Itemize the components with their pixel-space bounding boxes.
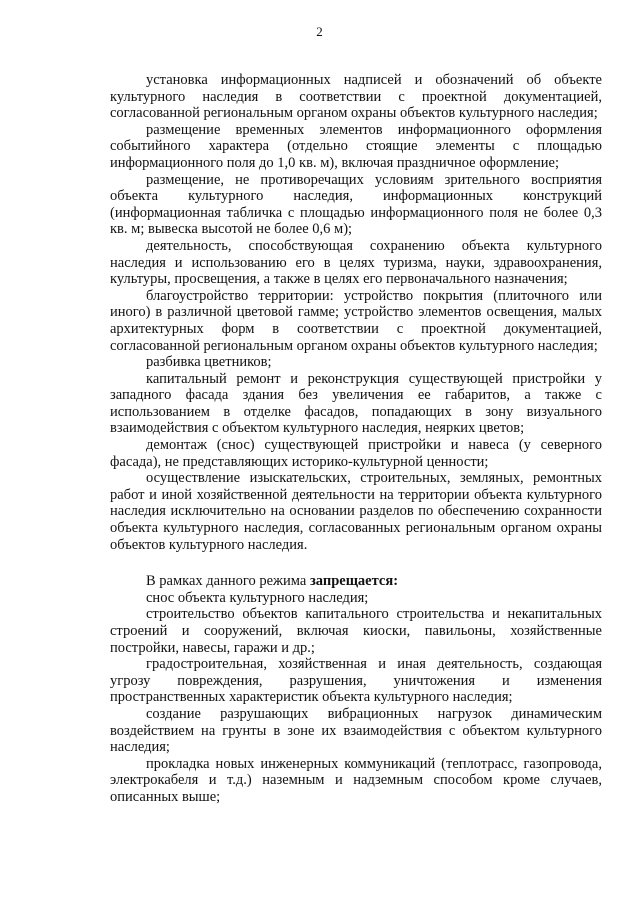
permitted-item: деятельность, способствующая сохранению объекта культурного наследия и использованию его в целях туризма, науки, здравоохранения, культуры, просвещения, а также в целях его первоначального назначения;	[110, 237, 602, 288]
permitted-item: размещение, не противоречащих условиям зрительного восприятия объекта культурного наследия, информационных конструкций (информационная табличка с площадью информационного поля не более 0,3 кв. м; вывеска высотой не более 0,6 м);	[110, 171, 602, 238]
page-number: 2	[316, 24, 323, 39]
section-spacer	[110, 553, 602, 573]
permitted-item: благоустройство территории: устройство покрытия (плиточного или иного) в различной цветовой гамме; устройство элементов освещения, малых архитектурных форм в соответствии с проектной документацией, согласованной региональным органом охраны объектов культурного наследия;	[110, 287, 602, 354]
permitted-item: установка информационных надписей и обозначений об объекте культурного наследия в соответствии с проектной документацией, согласованной региональным органом охраны объектов культурного наследия;	[110, 72, 602, 122]
prohibited-heading-lead: В рамках данного режима	[146, 573, 310, 590]
permitted-item: осуществление изыскательских, строительных, земляных, ремонтных работ и иной хозяйственной деятельности на территории объекта культурного наследия исключительно на основании разделов по обеспечению сохранности объекта культурного наследия, согласованных региональным органом охраны объектов культурного наследия.	[110, 470, 602, 553]
permitted-item: размещение временных элементов информационного оформления событийного характера (отдельно стоящие элементы с площадью информационного поля до 1,0 кв. м), включая праздничное оформление;	[110, 121, 602, 171]
prohibited-item: прокладка новых инженерных коммуникаций (теплотрасс, газопровода, электрокабеля и т.д.) наземным и надземным способом кроме случаев, описанных выше;	[110, 755, 602, 805]
prohibited-item: создание разрушающих вибрационных нагрузок динамическим воздействием на грунты в зоне их взаимодействия с объектом культурного наследия;	[110, 705, 602, 756]
permitted-item: демонтаж (снос) существующей пристройки и навеса (у северного фасада), не представляющих историко-культурной ценности;	[110, 437, 602, 470]
prohibited-heading-emphasis: запрещается:	[309, 573, 399, 590]
prohibited-item: градостроительная, хозяйственная и иная деятельность, создающая угрозу повреждения, разрушения, уничтожения и изменения пространственных характеристик объекта культурного наследия;	[110, 656, 602, 706]
document-body	[110, 72, 602, 806]
prohibited-heading	[110, 573, 602, 590]
prohibited-item: строительство объектов капитального строительства и некапитальных строений и сооружений, включая киоски, павильоны, хозяйственные постройки, навесы, гаражи и др.;	[110, 606, 602, 656]
permitted-item: капитальный ремонт и реконструкция существующей пристройки у западного фасада здания без увеличения ее габаритов, а также с использованием в отделке фасадов, попадающих в зону визуального взаимодействия с объектом культурного наследия, неярких цветов;	[110, 370, 602, 437]
prohibited-item: снос объекта культурного наследия;	[146, 589, 369, 606]
permitted-item: разбивка цветников;	[146, 354, 272, 371]
